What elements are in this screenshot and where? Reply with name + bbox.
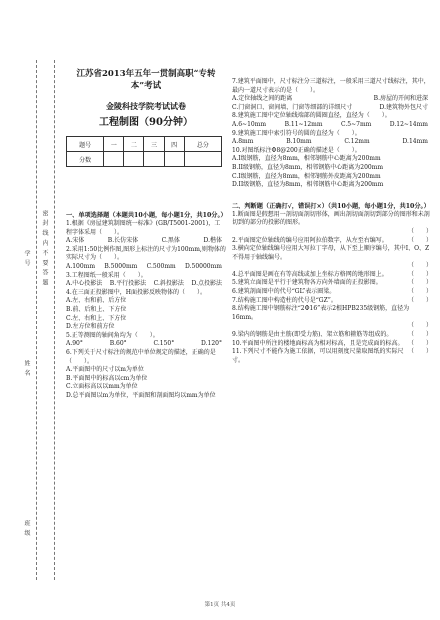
field-name: 姓 名 <box>23 360 30 377</box>
score-cell: 题号 <box>67 137 104 152</box>
tf-question-text: 7.结构施工图中构造柱的代号是“GZ”。 <box>232 296 337 304</box>
tf-question-text: 5.建筑立面图是平行于建筑物各方向外墙面的正投影图。 <box>232 279 382 287</box>
answer-blank: （ ） <box>407 262 432 270</box>
score-cell <box>184 152 221 167</box>
question-text: 1.根据《房屋建筑制图统一标准》(GB/T5001-2001)，工程字体采用（ ）。 <box>66 220 221 236</box>
score-header-row <box>67 137 222 152</box>
tf-question-text: 1.断面图是假想用一剖切面剖切形体，画出剖切面剖切到部分的图形和未剖切到的部分的投影的图形。 <box>232 210 430 227</box>
exam-title: 江苏省2013年五年一贯制高职“专转本”考试 <box>76 69 216 91</box>
option: D.14mm <box>402 138 428 146</box>
question-text: 8.建筑施工图中定位轴线端部的圆圈直径，直径为（ ）。 <box>232 112 391 120</box>
answer-blank: （ ） <box>407 322 432 330</box>
tf-question <box>232 331 432 340</box>
tf-question <box>232 279 432 288</box>
option: B.11~12mm <box>284 120 323 128</box>
score-cell <box>164 152 184 167</box>
course-title: 工程制图（90分钟） <box>99 117 193 128</box>
tf-question-text: 2.平面图定位轴线的编号应用阿拉伯数字，从左至右编写。 <box>232 236 388 244</box>
option: D.楷体 <box>203 237 222 245</box>
binding-dashed-line <box>36 60 37 580</box>
tf-question <box>232 340 432 349</box>
page-footer: 第1页 共4页 <box>204 602 236 608</box>
score-table <box>66 136 222 167</box>
option: A.8mm <box>232 138 254 146</box>
option: D.左方位和前方位 <box>66 323 115 331</box>
answer-blank: （ ） <box>407 331 432 339</box>
option: B.平面图中的标高以cm为单位 <box>66 374 148 382</box>
score-cell: 二 <box>124 137 144 152</box>
question-6 <box>66 349 226 401</box>
question-text: 7.建筑平面图中，尺寸标注分三道标注，一般采用三道尺寸线标注，其中，最内一道尺寸表示的是（ ）。 <box>232 78 430 94</box>
question-text: 4.在三面正投影图中，H面投影反映物体的（ ）。 <box>66 288 206 296</box>
tf-question <box>232 297 432 306</box>
option: A.左、右和前、后方位 <box>66 297 127 305</box>
tf-question-text: 11.下列尺寸不能作为施工依据，可以用刻度尺量取图纸的实际尺寸。 <box>232 348 404 364</box>
question-2 <box>66 246 226 272</box>
option: A.定位轴线之间的距离 <box>232 95 293 103</box>
answer-blank: （ ） <box>407 296 432 304</box>
tf-question <box>232 237 432 246</box>
question-4 <box>66 289 226 332</box>
question-10 <box>232 147 432 190</box>
option: D.建筑物外包尺寸 <box>379 103 428 111</box>
score-cell <box>144 152 164 167</box>
options-row <box>232 138 432 147</box>
option: B.5000mm <box>104 262 138 270</box>
option: D.II级钢筋，直径为8mm，相邻钢筋中心距离为200mm <box>232 181 384 189</box>
option: D.12~14mm <box>389 120 428 128</box>
option: C.500mm <box>146 262 176 270</box>
option: D.50000mm <box>185 262 222 270</box>
option: C.12mm <box>344 138 370 146</box>
options-row <box>232 95 432 104</box>
score-cell: 三 <box>144 137 164 152</box>
option: C.斜投影法 <box>153 280 184 288</box>
question-5 <box>66 332 226 349</box>
question-text: 5.正等测图的轴间角均为（ ）。 <box>66 331 159 339</box>
tf-question-text: 4.总平面图是画在有等高线或加上坐标方格网的地形图上。 <box>232 270 388 278</box>
option: C.立面标高以以mm为单位 <box>66 383 138 391</box>
section1-title: 一、单项选择题（本题共10小题，每小题1分，共10分。） <box>66 212 227 219</box>
binding-dashed-line <box>54 60 55 580</box>
option: B.II级钢筋，直径为8mm，相邻钢筋中心距离为200mm <box>232 163 384 171</box>
option: B.房屋的开间和进深 <box>373 95 428 103</box>
options-row <box>66 237 226 246</box>
option: B.10mm <box>286 138 312 146</box>
options-row <box>66 280 226 289</box>
option: A.宋体 <box>66 237 85 245</box>
question-text: 6.下列关于尺寸标注的规范中单位规定的描述，正确的是（ ）。 <box>66 348 216 365</box>
question-7 <box>232 78 432 112</box>
score-cell: 分数 <box>67 152 104 167</box>
option: B.平行投影法 <box>109 280 147 288</box>
answer-blank: （ ） <box>407 236 432 244</box>
option: C.门窗洞口、窗间墙、门窗等细部的详细尺寸 <box>232 103 353 111</box>
option: B.长仿宋体 <box>107 237 139 245</box>
score-value-row <box>67 152 222 167</box>
option: A.90° <box>66 340 83 348</box>
question-1 <box>66 220 226 246</box>
option: C.I级钢筋，直径为8mm，相邻钢筋外皮距离为200mm <box>232 172 381 180</box>
option: A.I级钢筋，直径为8mm，相邻钢筋中心距离为200mm <box>232 155 381 163</box>
question-text: 10.对图纸标注Φ8@200正确的描述是（ ）。 <box>232 146 361 154</box>
option: C.150° <box>153 340 175 348</box>
score-cell: 一 <box>104 137 124 152</box>
question-text: 2.采用1:50比例作图,图形上标注的尺寸为100mm,则物体的实际尺寸为（ ）。 <box>66 245 226 262</box>
tf-question-text: 10.平面图中所注的楼地面标高为相对标高，且是完成面的标高。 <box>232 339 404 347</box>
option: B.60° <box>109 340 127 348</box>
options-row <box>66 340 226 349</box>
option: A.100mm <box>66 262 96 270</box>
tf-question <box>232 288 432 297</box>
tf-question-text: 9.梁内的钢筋是由主筋(即受力筋)、架立筋和箍筋等组成的。 <box>232 331 393 339</box>
question-9 <box>232 130 432 147</box>
field-student-id: 学 号 <box>23 250 30 267</box>
binding-margin <box>6 60 64 580</box>
answer-blank: （ ） <box>407 270 432 278</box>
answer-blank: （ ） <box>407 288 432 296</box>
option: C.5~7mm <box>341 120 372 128</box>
option: B.前、后和上、下方位 <box>66 305 127 313</box>
right-column <box>232 78 432 365</box>
section2-title: 二、判断题（正确打√，错误打×）（共10小题，每小题1分，共10分。） <box>232 202 430 210</box>
option: A.平面图中的尺寸以m为单位 <box>66 366 144 374</box>
options-row <box>66 263 226 272</box>
option: D.总平面图以m为单位，平面图和剖面图均以mm为单位 <box>66 391 216 399</box>
tf-answer-row <box>232 322 432 331</box>
tf-question-text: 6.建筑剖面图中的代号“GL”表示圈梁。 <box>232 288 336 296</box>
field-class: 班 级 <box>23 520 30 537</box>
answer-blank: （ ） <box>407 348 432 356</box>
option: D.点投影法 <box>191 280 222 288</box>
option: A.6~10mm <box>232 120 267 128</box>
question-text: 9.建筑施工图中索引符号的圆的直径为（ ）。 <box>232 129 361 137</box>
score-cell <box>104 152 124 167</box>
question-text: 3.工程图纸一般采用（ ）。 <box>66 271 147 279</box>
answer-blank: （ ） <box>407 339 432 347</box>
question-8 <box>232 112 432 129</box>
score-cell: 总分 <box>184 137 221 152</box>
option: D.120° <box>201 340 222 348</box>
answer-blank: （ ） <box>407 227 432 235</box>
tf-answer-row <box>232 262 432 271</box>
options-row <box>232 121 432 130</box>
tf-question-text: 8.结构施工图中钢筋标注“2Φ16”表示2根HPB235级钢筋，直径为16mm。 <box>232 305 410 321</box>
tf-question <box>232 348 432 365</box>
school-name: 金陵科技学院考试试卷 <box>106 101 186 111</box>
answer-blank: （ ） <box>407 279 432 287</box>
tf-answer-row <box>232 228 432 237</box>
left-column <box>66 68 226 400</box>
question-3 <box>66 272 226 289</box>
option: C.黑体 <box>161 237 180 245</box>
option: A.中心投影法 <box>66 280 103 288</box>
score-cell <box>124 152 144 167</box>
option: C.左、右和上、下方位 <box>66 314 127 322</box>
tf-question-text: 3.横向定位轴线编号应用大写拉丁字母，从下至上顺序编号，其中I、O、Z不得用于轴线编号。 <box>232 245 430 261</box>
seal-line-text: 密 封 线 内 不 要 答 题 <box>41 210 48 287</box>
score-cell: 四 <box>164 137 184 152</box>
